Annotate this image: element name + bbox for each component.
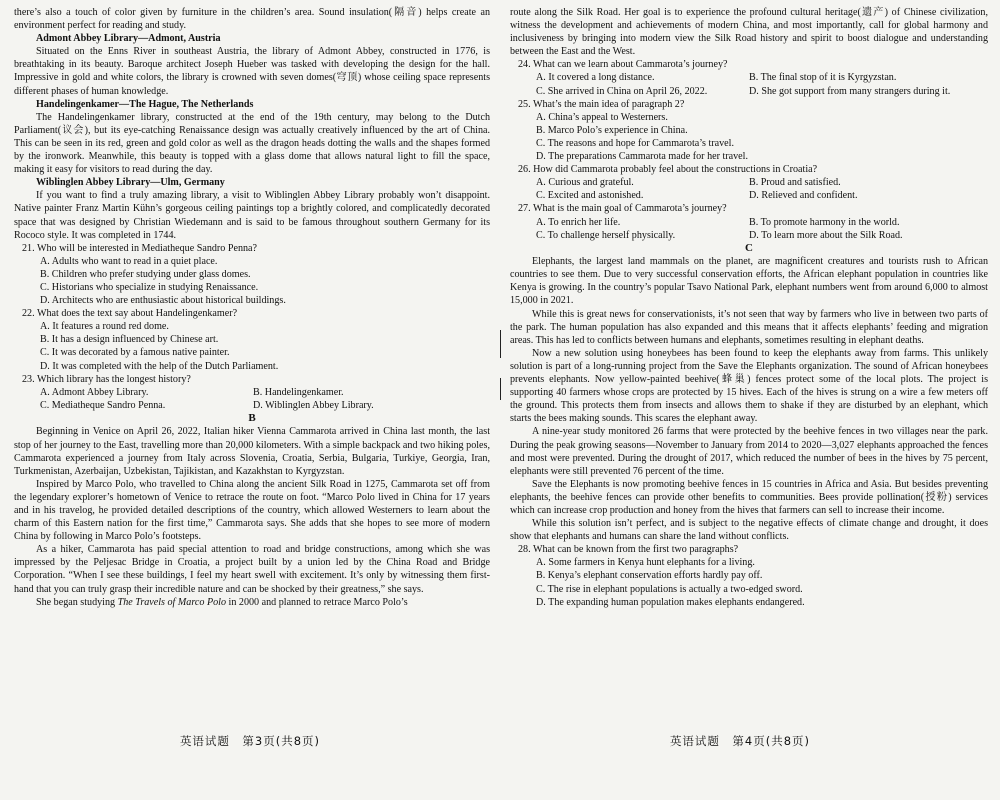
paragraph: Beginning in Venice on April 26, 2022, Italian hiker Vienna Cammarota arrived in China last month, the last stop of her journey to the East, travelling more than 20,000 kilometers. With a simple backpack and two hiking poles, Cammarota experienced a journey from Italy across Slovenia, Croatia, Serbia, Bulgaria, Turkiye, Georgia, Iran, Turkmenistan, Azerbaijan, Uzbekistan, Tajikistan, and Kazakhstan to Kyrgyzstan.: [14, 426, 490, 477]
paragraph: A nine-year study monitored 26 farms that were protected by the beehive fences in two villages near the park. During the peak growing seasons—November to January from 2014 to 2020—3,027 elephants approached the fences and most were prevented. During the drought of 2017, which reduced the number of bees in the hives by 75 percent, elephants were still prevented 76 percent of the time.: [510, 426, 988, 477]
option-row: [14, 399, 490, 412]
option: A. Some farmers in Kenya hunt elephants for a living.: [536, 557, 755, 569]
paragraph: As a hiker, Cammarota has paid special attention to road and bridge constructions, among which she was impressed by the Peljesac Bridge in Croatia, a project built by a union led by the China Road and Bridge Corporation. “When I see these buildings, I feel my heart swell with excitement. It’s only by witnessing them first-hand that you can truly grasp their incredible nature and can be shocked by their greatness,” she says.: [14, 544, 490, 595]
option: A. It features a round red dome.: [40, 321, 169, 333]
paragraph: there’s also a touch of color given by furniture in the children’s area. Sound insulation(隔音) helps create an environment perfect for reading and study.: [14, 7, 490, 32]
option: C. Excited and astonished.: [536, 190, 644, 202]
option-row: [510, 176, 988, 189]
section-heading: Wiblinglen Abbey Library—Ulm, Germany: [36, 177, 225, 189]
option: B. Marco Polo’s experience in China.: [536, 124, 688, 136]
paragraph: Inspired by Marco Polo, who travelled to China along the ancient Silk Road in 1275, Cammarota set off from the legendary explorer’s hometown of Venice to retrace the route on foot. “Marco Polo lived in China for 17 years and in his travelog, he provided detailed descriptions of the country, which allowed Westerners to learn about the charm of this Eastern nation for the first time,” Cammarota says. She adds that she hopes to see more of modern China by following in Marco Polo’s footsteps.: [14, 478, 490, 543]
option: D. Wiblinglen Abbey Library.: [253, 399, 374, 411]
option: A. Adults who want to read in a quiet place.: [40, 255, 218, 267]
option: D. It was completed with the help of the Dutch Parliament.: [40, 360, 279, 372]
option-row: [510, 85, 988, 98]
option: D. Relieved and confident.: [749, 190, 858, 202]
question: 25. What’s the main idea of paragraph 2?: [518, 98, 685, 110]
option: A. It covered a long distance.: [536, 72, 655, 84]
option: B. Children who prefer studying under glass domes.: [40, 268, 251, 280]
question: 26. How did Cammarota probably feel about the constructions in Croatia?: [518, 164, 818, 176]
section-label: C: [745, 241, 753, 254]
page-footer: 英语试题 第3页(共8页): [179, 734, 321, 748]
paragraph: [14, 596, 490, 609]
option: C. It was decorated by a famous native painter.: [40, 347, 230, 359]
option: C. She arrived in China on April 26, 2022.: [536, 85, 708, 97]
paragraph: The Handelingenkamer library, constructed at the end of the 19th century, may belong to the Dutch Parliament(议会), but its eye-catching Renaissance design was actually creatively influenced by the art of China. This can be seen in its red, green and gold color as well as the dragon heads dotting the walls and the shapes formed by the ironwork. Meanwhile, this beauty is topped with a glass dome that allows natural light to fill the space, making it easy for visitors to read during the day.: [14, 111, 490, 176]
paragraph: Now a new solution using honeybees has been found to keep the elephants away from farms. This unlikely solution is part of a long-running project from the Save the Elephants organization. The sound of African honeybees prevents elephants. Now yellow-painted beehive(蜂巢) fences protect some of the local plots. The project is supporting 40 farmers whose crops are protected by 15 hives. Each of the hives is strung on a wire a few meters off the ground. This protects them from insects and allows them to shake if they are disturbed by an elephant, which starts the bees making sounds. This scares the elephant away.: [510, 347, 988, 425]
paragraph: While this solution isn’t perfect, and is subject to the negative effects of climate change and drought, it does show that elephants and humans can share the land without conflicts.: [510, 518, 988, 543]
option: C. The rise in elephant populations is actually a two-edged sword.: [536, 583, 803, 595]
page-4: [500, 0, 1000, 800]
question: 23. Which library has the longest history?: [22, 373, 191, 385]
option: D. She got support from many strangers during it.: [749, 85, 951, 97]
section-heading: Handelingenkamer—The Hague, The Netherlands: [36, 98, 254, 110]
option-row: [510, 229, 988, 242]
option-row: [510, 189, 988, 202]
option: A. Admont Abbey Library.: [40, 386, 149, 398]
option: B. The final stop of it is Kyrgyzstan.: [749, 72, 897, 84]
section-label: B: [248, 411, 256, 424]
option: D. Architects who are enthusiastic about historical buildings.: [40, 295, 286, 307]
question: 27. What is the main goal of Cammarota’s journey?: [518, 203, 727, 215]
option: B. Proud and satisfied.: [749, 177, 841, 189]
option: D. The preparations Cammarota made for her travel.: [536, 151, 748, 163]
option: A. Curious and grateful.: [536, 177, 634, 189]
option: A. To enrich her life.: [536, 216, 621, 228]
paragraph: Elephants, the largest land mammals on the planet, are magnificent creatures and tourists rush to African countries to see them. Due to very successful conservation efforts, the African elephant population in countries like Kenya is growing. In the country’s popular Tsavo National Park, elephant numbers went from around 6,000 to almost 15,000 in 2021.: [510, 256, 988, 307]
section-heading: Admont Abbey Library—Admont, Austria: [36, 33, 221, 45]
paragraph: Situated on the Enns River in southeast Austria, the library of Admont Abbey, constructed in 1776, is breathtaking in its beauty. Baroque architect Joseph Hueber was tasked with developing the design for the hall. Impressive in gold and white colors, the library is crowned with seven domes(穹顶) whose ceiling space represents different phases of human knowledge.: [14, 46, 490, 97]
option: B. Kenya’s elephant conservation efforts hardly pay off.: [536, 570, 763, 582]
paragraph: While this is great news for conservationists, it’s not seen that way by farmers who live in between two parts of the park. The human population has also expanded and this means that it affects elephants’ feeding and migration areas. This has led to conflicts between humans and elephants, sometimes resulting in elephant deaths.: [510, 308, 988, 346]
paragraph: route along the Silk Road. Her goal is to experience the profound cultural heritage(遗产) of Chinese civilization, witness the development and achievements of modern China, and most importantly, call for global harmony and inclusiveness by bringing into modern view the Silk Road history and spirit to boost dialogue and understanding between the East and the West.: [510, 7, 988, 58]
question: 22. What does the text say about Handelingenkamer?: [22, 308, 238, 320]
page-footer: 英语试题 第4页(共8页): [669, 734, 811, 748]
question: 28. What can be known from the first two paragraphs?: [518, 544, 739, 556]
text-run: She began studying: [36, 596, 118, 608]
option: B. It has a design influenced by Chinese art.: [40, 334, 219, 346]
option: C. The reasons and hope for Cammarota’s travel.: [536, 137, 734, 149]
option: D. To learn more about the Silk Road.: [749, 229, 903, 241]
option-row: [510, 216, 988, 229]
book-title: The Travels of Marco Polo: [117, 596, 227, 608]
option: C. Mediatheque Sandro Penna.: [40, 399, 166, 411]
option: B. To promote harmony in the world.: [749, 216, 900, 228]
option: C. To challenge herself physically.: [536, 229, 676, 241]
text-run: in 2000 and planned to retrace Marco Polo’s: [226, 596, 408, 608]
question: 21. Who will be interested in Mediatheque Sandro Penna?: [22, 242, 257, 254]
paragraph: Save the Elephants is now promoting beehive fences in 15 countries in Africa and Asia. But besides preventing elephants, the beehive fences can provide other benefits to communities. Bees provide pollination(授粉) services which can increase crop production and honey from the hives that farmers can sell to increase their income.: [510, 478, 988, 516]
option-row: [510, 71, 988, 84]
question: 24. What can we learn about Cammarota’s journey?: [518, 59, 728, 71]
option-row: [14, 386, 490, 399]
option: A. China’s appeal to Westerners.: [536, 111, 668, 123]
option: D. The expanding human population makes elephants endangered.: [536, 596, 805, 608]
paragraph: If you want to find a truly amazing library, a visit to Wiblinglen Abbey Library probably won’t disappoint. Native painter Franz Martin Kühn’s gorgeous ceiling paintings top a brightly colored, and complicatedly decorated space that was designed by Christian Wiedemann and is said to be famous throughout southern Germany for its Rococo style. It was completed in 1744.: [14, 190, 490, 241]
option: B. Handelingenkamer.: [253, 386, 344, 398]
option: C. Historians who specialize in studying Renaissance.: [40, 281, 259, 293]
